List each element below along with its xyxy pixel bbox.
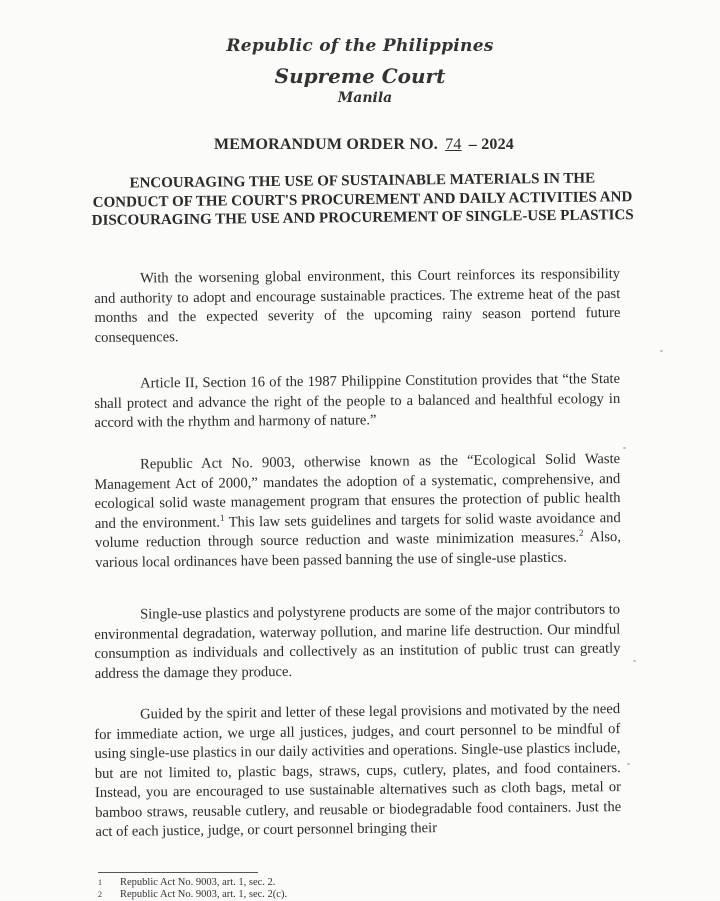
memorandum-number bbox=[8, 136, 720, 154]
memo-number: 74 bbox=[445, 136, 462, 153]
footnote-text: Republic Act No. 9003, art. 1, sec. 2. bbox=[120, 877, 276, 888]
footnote-text: Republic Act No. 9003, art. 1, sec. 2(c). bbox=[120, 889, 288, 900]
scan-speck bbox=[627, 763, 630, 765]
header-republic: Republic of the Philippines bbox=[226, 36, 494, 56]
footnote-mark: 2 bbox=[98, 890, 102, 899]
header-city: Manila bbox=[337, 90, 393, 106]
paragraph-3-part-1: Republic Act No. 9003, otherwise known as the “Ecological Solid Waste Management Act of 2000,” mandates the adoption of a systematic, comprehensive, and ecological solid waste management program that ensures the protection of public health and the environment. bbox=[94, 451, 621, 532]
footnote-2 bbox=[98, 889, 287, 901]
footnote-ref-1[interactable]: 1 bbox=[219, 512, 225, 523]
footnotes bbox=[98, 877, 287, 901]
footnote-ref-2[interactable]: 2 bbox=[578, 527, 584, 538]
footnote-mark: 1 bbox=[98, 878, 102, 887]
memo-year: – 2024 bbox=[468, 136, 514, 153]
paragraph-1: With the worsening global environment, this Court reinforces its responsibility and authority to adopt and encourage sustainable practices. The extreme heat of the past months and the expected severity of the upcoming rainy season portend future consequences. bbox=[94, 265, 621, 346]
paragraph-4: Single-use plastics and polystyrene products are some of the major contributors to environmental degradation, waterway pollution, and marine life destruction. Our mindful consumption as individuals and collectively as an institution of public trust can greatly address the damage they produce. bbox=[94, 601, 621, 682]
scan-speck bbox=[623, 447, 626, 449]
footnote-divider bbox=[98, 872, 258, 873]
paragraph-3-part-3: Also, various local ordinances have been passed banning the use of single-use plastics. bbox=[95, 529, 622, 571]
footnote-1 bbox=[98, 877, 287, 889]
memo-prefix: MEMORANDUM ORDER NO. bbox=[214, 136, 438, 153]
paragraph-5: Guided by the spirit and letter of these legal provisions and motivated by the need for immediate action, we urge all justices, judges, and court personnel to be mindful of using single-use plastics in our daily activities and operations. Single-use plastics include, but are not limited to, plastic bags, straws, cups, cutlery, plates, and food containers. Instead, you are encouraged to use sustainable alternatives such as cloth bags, metal or bamboo straws, reusable cutlery, and reusable or biodegradable food containers. Just the act of each justice, judge, or court personnel bringing their bbox=[94, 701, 622, 840]
paragraph-3 bbox=[94, 450, 621, 573]
paragraph-2: Article II, Section 16 of the 1987 Philippine Constitution provides that “the State shall protect and advance the right of the people to a balanced and healthful ecology in accord with the rhythm and harmony of nature.” bbox=[94, 370, 621, 431]
scan-speck bbox=[633, 660, 636, 662]
paragraph-3-part-2: This law sets guidelines and targets for solid waste avoidance and volume reduction through source reduction and waste minimization measures. bbox=[94, 509, 621, 551]
header-court: Supreme Court bbox=[274, 64, 446, 88]
scan-speck bbox=[660, 350, 663, 352]
memo-title: ENCOURAGING THE USE OF SUSTAINABLE MATERIALS IN THE CONDUCT OF THE COURT'S PROCUREMENT AND DAILY ACTIVITIES AND DISCOURAGING THE USE AND PROCUREMENT OF SINGLE-USE PLASTICS bbox=[91, 170, 634, 229]
